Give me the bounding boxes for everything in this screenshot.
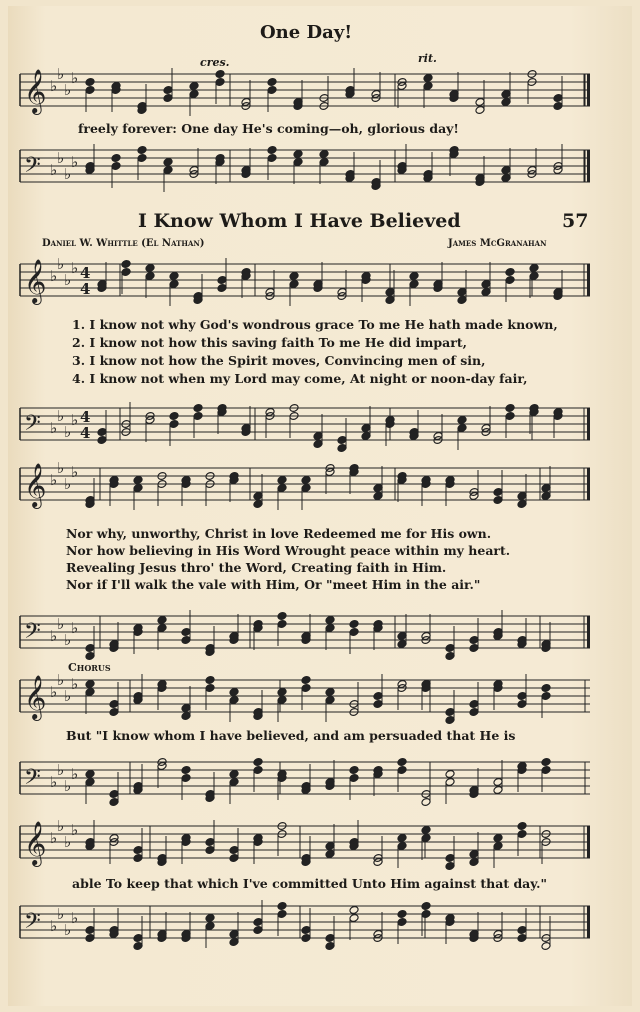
flat-icon: ♭ <box>57 905 65 923</box>
flat-icon: ♭ <box>71 259 79 277</box>
flat-icon: ♭ <box>64 833 72 851</box>
staff-chorus-bass-2 <box>20 902 590 942</box>
verse-3b: Revealing Jesus thro' the Word, Creating faith in Him. <box>66 560 447 575</box>
svg-text:4: 4 <box>80 280 91 298</box>
verse-2a: 2. I know not how this saving faith To me He did impart, <box>72 335 467 350</box>
flat-icon: ♭ <box>50 77 58 95</box>
flat-icon: ♭ <box>57 615 65 633</box>
flat-icon: ♭ <box>50 267 58 285</box>
cres-mark: cres. <box>200 56 230 69</box>
flat-icon: ♭ <box>71 675 79 693</box>
svg-text:4: 4 <box>80 408 91 426</box>
flat-icon: ♭ <box>57 407 65 425</box>
flat-icon: ♭ <box>50 471 58 489</box>
flat-icon: ♭ <box>64 271 72 289</box>
hymn-author: Daniel W. Whittle (El Nathan) <box>42 238 205 249</box>
bass-clef-icon: 𝄢 <box>24 765 41 795</box>
treble-clef-icon: 𝄞 <box>24 259 47 303</box>
staff-verse-treble-2 <box>20 459 590 507</box>
chorus-line-2: able To keep that which I've committed Unto Him against that day." <box>72 876 547 891</box>
flat-icon: ♭ <box>50 829 58 847</box>
chorus-line-1: But "I know whom I have believed, and am persuaded that He is <box>66 728 516 743</box>
flat-icon: ♭ <box>57 65 65 83</box>
top-title: One Day! <box>260 22 353 43</box>
hymn-title: I Know Whom I Have Believed <box>138 210 461 232</box>
verse-1a: 1. I know not why God's wondrous grace To me He hath made known, <box>72 317 558 332</box>
bass-clef-icon: 𝄢 <box>24 619 41 649</box>
flat-icon: ♭ <box>71 69 79 87</box>
flat-icon: ♭ <box>50 627 58 645</box>
rit-mark: rit. <box>418 52 437 65</box>
flat-icon: ♭ <box>50 683 58 701</box>
flat-icon: ♭ <box>57 671 65 689</box>
flat-icon: ♭ <box>50 161 58 179</box>
staff-chorus-bass-1 <box>20 758 590 798</box>
flat-icon: ♭ <box>50 419 58 437</box>
flat-icon: ♭ <box>71 463 79 481</box>
staff-chorus-treble-2 <box>20 817 590 865</box>
flat-icon: ♭ <box>71 765 79 783</box>
flat-icon: ♭ <box>64 921 72 939</box>
svg-text:4: 4 <box>80 424 91 442</box>
top-lyric: freely forever: One day He's coming—oh, glorious day! <box>78 121 459 136</box>
verse-4a: 4. I know not when my Lord may come, At night or noon-day fair, <box>72 371 528 386</box>
verse-2b: Nor how believing in His Word Wrought peace within my heart. <box>66 543 511 558</box>
bass-clef-icon: 𝄢 <box>24 411 41 441</box>
flat-icon: ♭ <box>64 631 72 649</box>
flat-icon: ♭ <box>64 687 72 705</box>
staff-verse-bass-1 <box>20 404 590 444</box>
bass-clef-icon: 𝄢 <box>24 909 41 939</box>
staff-top-treble <box>20 65 590 113</box>
treble-clef-icon: 𝄞 <box>24 675 47 719</box>
flat-icon: ♭ <box>50 773 58 791</box>
verse-3a: 3. I know not how the Spirit moves, Convincing men of sin, <box>72 353 486 368</box>
flat-icon: ♭ <box>57 817 65 835</box>
svg-text:4: 4 <box>80 264 91 282</box>
flat-icon: ♭ <box>64 475 72 493</box>
staff-chorus-treble-1 <box>20 671 590 719</box>
flat-icon: ♭ <box>64 81 72 99</box>
treble-clef-icon: 𝄞 <box>24 69 47 113</box>
flat-icon: ♭ <box>64 165 72 183</box>
flat-icon: ♭ <box>57 149 65 167</box>
flat-icon: ♭ <box>71 411 79 429</box>
flat-icon: ♭ <box>50 917 58 935</box>
flat-icon: ♭ <box>57 459 65 477</box>
verse-1b: Nor why, unworthy, Christ in love Redeemed me for His own. <box>66 526 492 541</box>
flat-icon: ♭ <box>64 423 72 441</box>
verse-4b: Nor if I'll walk the vale with Him, Or "meet Him in the air." <box>66 577 481 592</box>
staff-verse-treble-1 <box>20 255 590 303</box>
flat-icon: ♭ <box>71 821 79 839</box>
hymn-composer: James McGranahan <box>448 238 547 249</box>
treble-clef-icon: 𝄞 <box>24 821 47 865</box>
hymn-number: 57 <box>562 210 589 232</box>
chorus-label: Chorus <box>68 661 111 674</box>
bass-clef-icon: 𝄢 <box>24 153 41 183</box>
flat-icon: ♭ <box>57 761 65 779</box>
flat-icon: ♭ <box>71 153 79 171</box>
treble-clef-icon: 𝄞 <box>24 463 47 507</box>
flat-icon: ♭ <box>64 777 72 795</box>
flat-icon: ♭ <box>71 909 79 927</box>
staff-verse-bass-2 <box>20 612 590 652</box>
flat-icon: ♭ <box>71 619 79 637</box>
flat-icon: ♭ <box>57 255 65 273</box>
staff-top-bass <box>20 146 590 186</box>
